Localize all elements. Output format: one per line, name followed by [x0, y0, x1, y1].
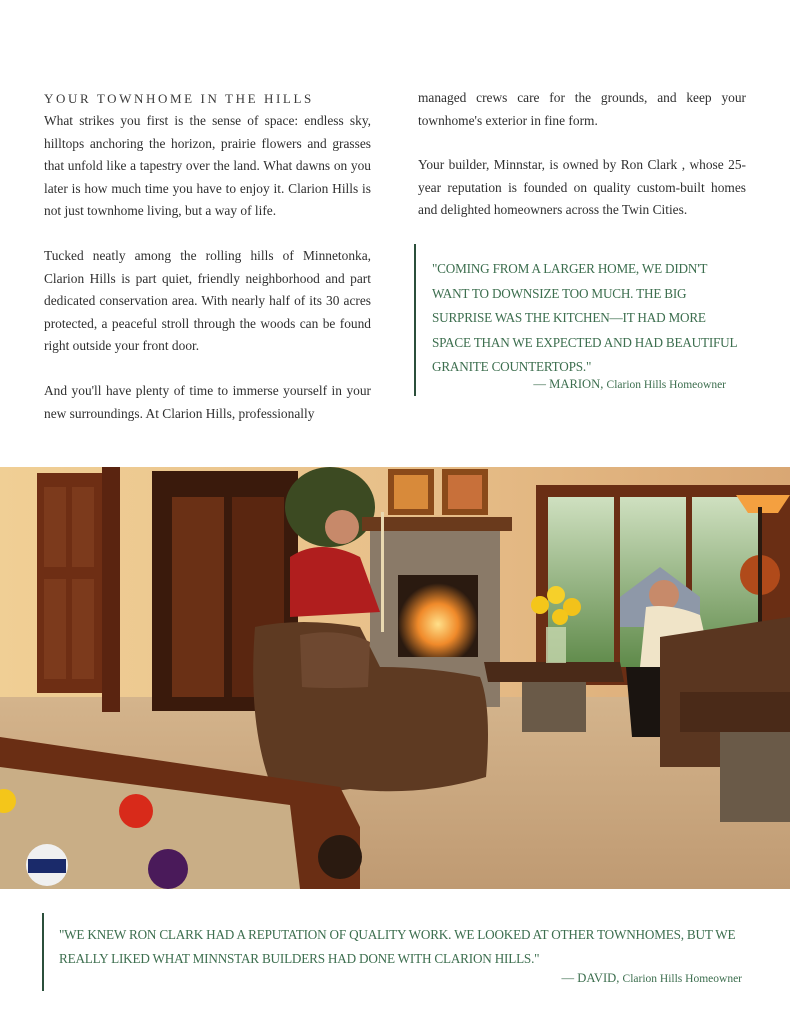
paragraph: Tucked neatly among the rolling hills of Minnetonka, Clarion Hills is part quiet, friendly neighborhood and part dedicated conservation area. With nearly half of its 30 acres protected, a peaceful stroll through the woods can be found right outside your front door.: [44, 247, 371, 354]
pull-quote-marion: [414, 244, 746, 396]
paragraph: Your builder, Minnstar, is owned by Ron Clark , whose 25-year reputation is founded on quality custom-built homes and delighted homeowners across the Twin Cities.: [418, 157, 746, 218]
quote-attribution: [44, 971, 750, 986]
attribution-name: — DAVID,: [561, 971, 620, 985]
quote-text: "COMING FROM A LARGER HOME, WE DIDN'T WANT TO DOWNSIZE TOO MUCH. THE BIG SURPRISE WAS THE KITCHEN—IT HAD MORE SPACE THAN WE EXPECTED AND HAD BEAUTIFUL GRANITE COUNTERTOPS.": [432, 261, 737, 374]
left-text-column: [44, 110, 371, 447]
section-heading: YOUR TOWNHOME IN THE HILLS: [44, 91, 314, 106]
paragraph: managed crews care for the grounds, and keep your townhome's exterior in fine form.: [418, 90, 746, 128]
paragraph: And you'll have plenty of time to immerse yourself in your new surroundings. At Clarion Hills, professionally: [44, 382, 371, 421]
attribution-role: Clarion Hills Homeowner: [606, 378, 726, 391]
attribution-name: — MARION,: [533, 376, 604, 391]
attribution-role: Clarion Hills Homeowner: [622, 973, 742, 985]
paragraph: What strikes you first is the sense of space: endless sky, hilltops anchoring the horizon, prairie flowers and grasses that unfold like a tapestry over the land. What dawns on you later is how much time you have to enjoy it. Clarion Hills is not just townhome living, but a way of life.: [44, 113, 371, 219]
quote-text: "WE KNEW RON CLARK HAD A REPUTATION OF QUALITY WORK. WE LOOKED AT OTHER TOWNHOMES, BUT WE REALLY LIKED WHAT MINNSTAR BUILDERS HAD DONE WITH CLARION HILLS.": [59, 927, 736, 966]
pull-quote-david: [42, 913, 750, 991]
living-room-photo: [0, 467, 790, 889]
right-text-column: [418, 87, 746, 244]
